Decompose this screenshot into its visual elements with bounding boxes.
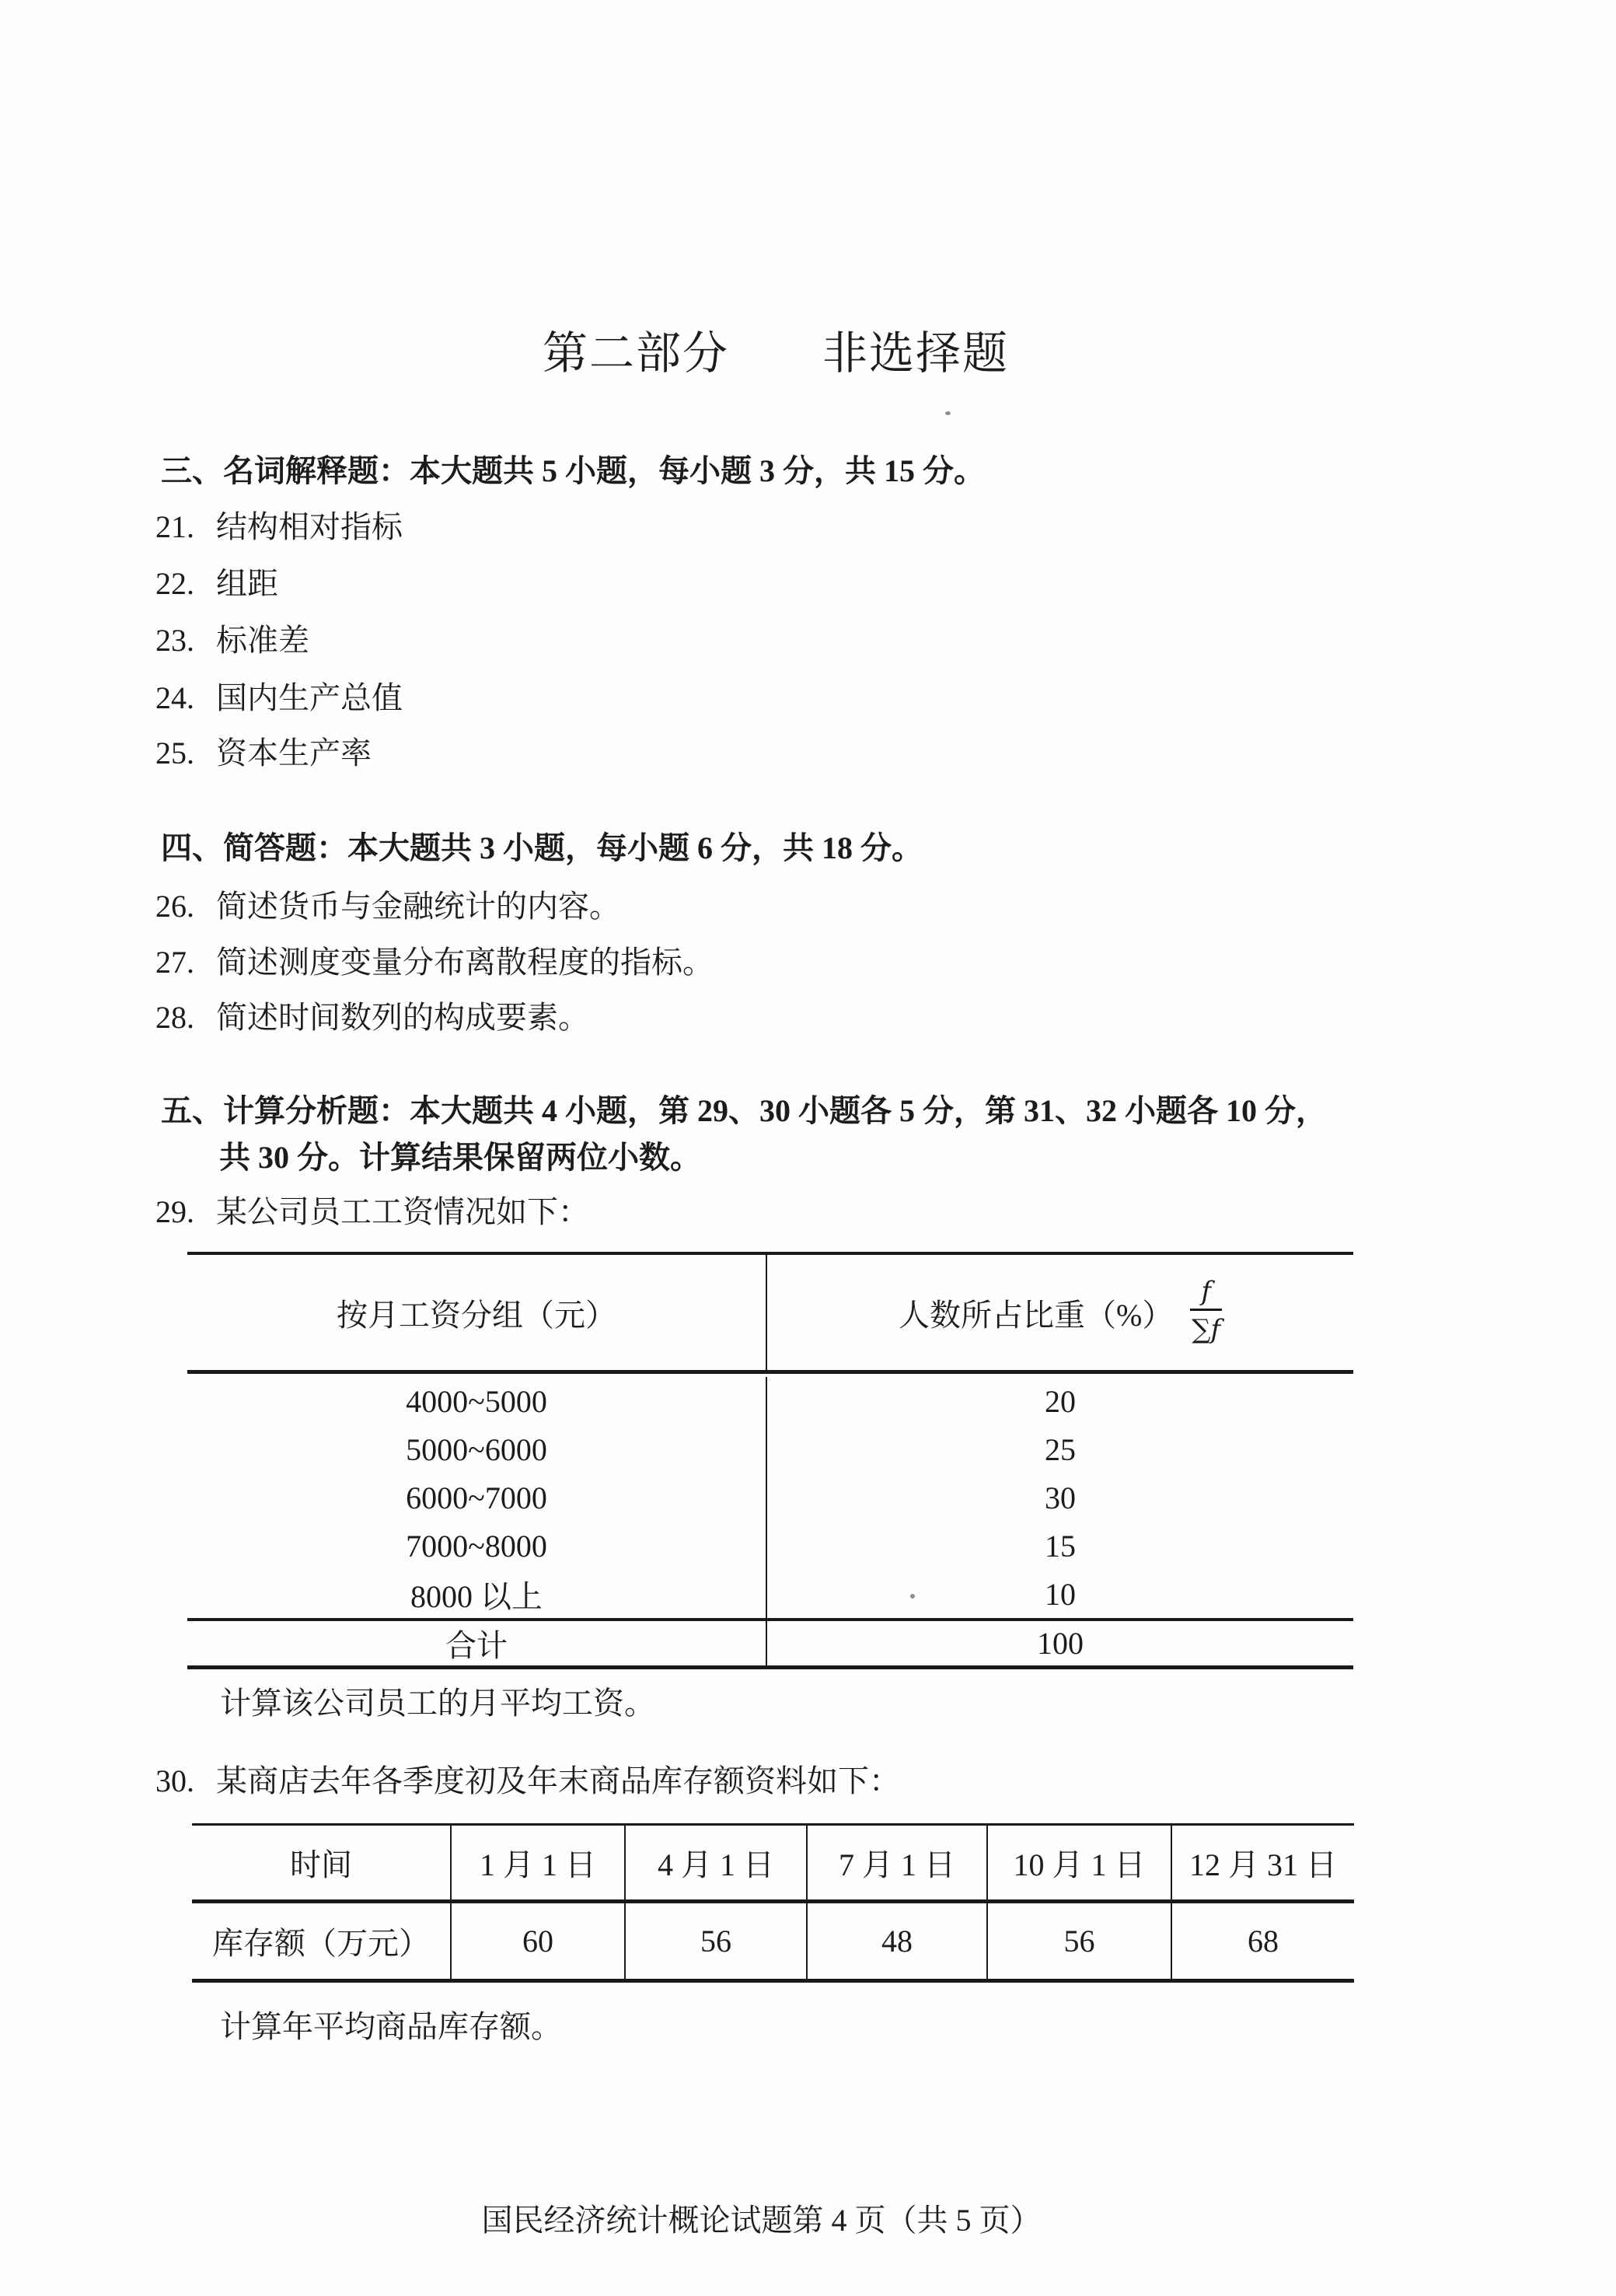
question-number: 27.: [155, 945, 194, 980]
section-five-heading-line1: 五、计算分析题：本大题共 4 小题，第 29、30 小题各 5 分，第 31、32 小题各 10 分，: [161, 1093, 1327, 1128]
section-five-heading-line2: 共 30 分。计算结果保留两位小数。: [219, 1140, 701, 1175]
date-header-cell: 12 月 31 日: [1189, 1847, 1337, 1882]
salary-table-body: [187, 1374, 1353, 1618]
question-number: 30.: [155, 1763, 194, 1798]
salary-group-cell: 6000~7000: [187, 1473, 767, 1522]
date-header-cell: 10 月 1 日: [988, 1826, 1172, 1899]
question-26: [155, 887, 620, 926]
percent-cell: 15: [1045, 1528, 1076, 1564]
date-header-cell: 4 月 1 日: [626, 1826, 808, 1899]
salary-group-cell: 4000~5000: [187, 1377, 767, 1425]
question-23: [155, 621, 309, 660]
percent-header: 人数所占比重（%）: [899, 1297, 1174, 1333]
total-label-cell: 合计: [187, 1621, 767, 1665]
question-24: [155, 679, 403, 718]
inventory-value-cell: 56: [626, 1903, 808, 1979]
question-text: 某商店去年各季度初及年末商品库存额资料如下：: [216, 1763, 900, 1798]
formula-numerator: f: [1190, 1276, 1222, 1311]
section-four-heading: 四、简答题：本大题共 3 小题，每小题 6 分，共 18 分。: [161, 830, 923, 865]
salary-table-q29: [187, 1252, 1353, 1669]
question-28: [155, 998, 589, 1037]
question-30: [155, 1762, 900, 1801]
question-number: 23.: [155, 623, 194, 658]
salary-group-cell: 8000 以上: [187, 1570, 767, 1618]
table-row: [187, 1473, 1353, 1522]
question-text: 组距: [216, 566, 278, 601]
q30-task-caption: 计算年平均商品库存额。: [220, 2009, 562, 2044]
inventory-table-q30: [192, 1823, 1354, 1983]
date-header-cell: 1 月 1 日: [452, 1826, 626, 1899]
salary-group-cell: 5000~6000: [187, 1425, 767, 1473]
question-text: 资本生产率: [216, 736, 372, 771]
formula-denominator: ∑f: [1192, 1313, 1221, 1345]
question-29: [155, 1193, 589, 1232]
scan-speck: [945, 411, 951, 415]
salary-group-cell: 7000~8000: [187, 1522, 767, 1570]
section-three-heading: 三、名词解释题：本大题共 5 小题，每小题 3 分，共 15 分。: [161, 453, 985, 488]
q29-task-caption: 计算该公司员工的月平均工资。: [220, 1686, 655, 1721]
salary-table-total-row: [187, 1618, 1353, 1669]
percent-cell: 25: [1045, 1431, 1076, 1467]
question-22: [155, 564, 278, 603]
percent-header-cell: [767, 1255, 1353, 1370]
inventory-value-cell: 48: [808, 1903, 988, 1979]
question-number: 21.: [155, 509, 194, 544]
question-text: 简述测度变量分布离散程度的指标。: [216, 945, 714, 980]
inventory-table-header-row: [192, 1823, 1354, 1903]
question-text: 结构相对指标: [216, 509, 403, 544]
page-footer: 国民经济统计概论试题第 4 页（共 5 页）: [481, 2203, 1042, 2238]
salary-group-header: 按月工资分组（元）: [337, 1297, 616, 1333]
question-number: 22.: [155, 566, 194, 601]
percent-cell: 30: [1045, 1480, 1076, 1515]
row-label-cell: 库存额（万元）: [192, 1903, 452, 1979]
percent-cell: 10: [1045, 1576, 1076, 1612]
total-value-cell: 100: [1037, 1626, 1084, 1661]
page-title: 第二部分 非选择题: [542, 328, 1009, 379]
question-number: 25.: [155, 736, 194, 771]
inventory-table-value-row: [192, 1903, 1354, 1983]
table-row: [187, 1377, 1353, 1425]
question-21: [155, 508, 403, 547]
inventory-value-cell: 60: [452, 1903, 626, 1979]
table-row: [187, 1522, 1353, 1570]
question-text: 简述时间数列的构成要素。: [216, 1000, 589, 1035]
question-number: 28.: [155, 1000, 194, 1035]
question-25: [155, 734, 372, 773]
salary-group-header-cell: [187, 1255, 767, 1370]
question-text: 标准差: [216, 623, 309, 658]
question-number: 26.: [155, 889, 194, 924]
f-over-sum-f-formula: [1190, 1276, 1222, 1347]
table-row: [187, 1425, 1353, 1473]
time-header-cell: 时间: [192, 1826, 452, 1899]
table-row: [187, 1570, 1353, 1618]
inventory-value-cell: 68: [1248, 1924, 1279, 1959]
date-header-cell: 7 月 1 日: [808, 1826, 988, 1899]
question-text: 简述货币与金融统计的内容。: [216, 889, 620, 924]
question-text: 某公司员工工资情况如下：: [216, 1194, 589, 1229]
inventory-value-cell: 56: [988, 1903, 1172, 1979]
question-text: 国内生产总值: [216, 680, 403, 715]
question-number: 24.: [155, 680, 194, 715]
percent-cell: 20: [1045, 1383, 1076, 1419]
question-27: [155, 943, 714, 982]
salary-table-header-row: [187, 1252, 1353, 1374]
question-number: 29.: [155, 1194, 194, 1229]
